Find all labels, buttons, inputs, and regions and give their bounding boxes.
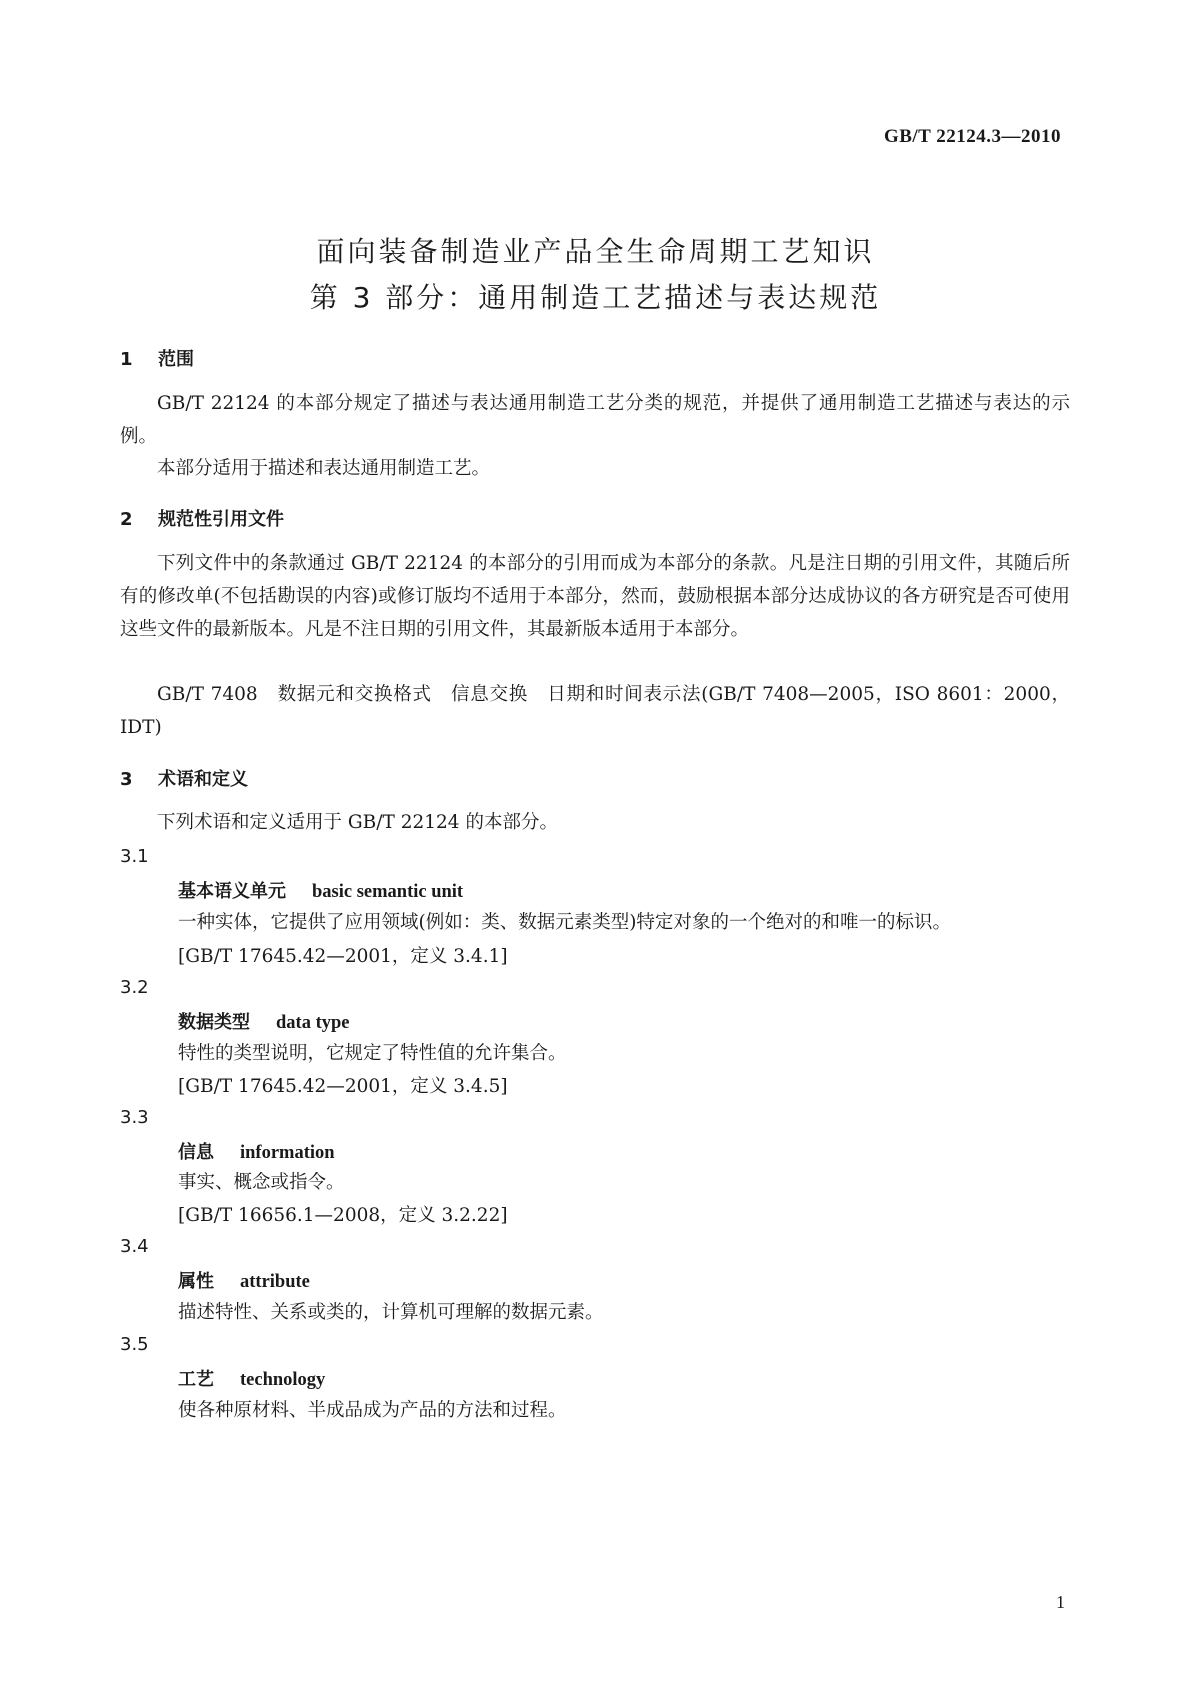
term-source: [GB/T 16656.1—2008，定义 3.2.22] xyxy=(178,1205,508,1226)
term-name-zh: 信息 xyxy=(178,1142,214,1163)
term-name-zh: 属性 xyxy=(178,1271,214,1292)
section-3-heading xyxy=(120,765,248,791)
section-3-number: 3 xyxy=(120,769,133,790)
term-definition: 特性的类型说明，它规定了特性值的允许集合。 xyxy=(178,1043,567,1064)
section-2-reference: GB/T 7408 数据元和交换格式 信息交换 日期和时间表示法(GB/T 7408—2005，ISO 8601：2000，IDT) xyxy=(120,684,1070,738)
section-2-paragraph-1: 下列文件中的条款通过 GB/T 22124 的本部分的引用而成为本部分的条款。凡是注日期的引用文件，其随后所有的修改单(不包括勘误的内容)或修订版均不适用于本部分，然而，鼓励根据本部分达成协议的各方研究是否可使用这些文件的最新版本。凡是不注日期的引用文件，其最新版本适用于本部分。 xyxy=(120,553,1070,640)
term-definition: 描述特性、关系或类的，计算机可理解的数据元素。 xyxy=(178,1302,604,1323)
section-1-heading xyxy=(120,345,194,371)
section-2-title: 规范性引用文件 xyxy=(158,509,284,530)
section-1-number: 1 xyxy=(120,349,133,370)
term-number: 3.4 xyxy=(120,1236,149,1257)
section-2-heading xyxy=(120,505,284,531)
term-number: 3.3 xyxy=(120,1107,149,1128)
standard-code: GB/T 22124.3—2010 xyxy=(883,126,1061,147)
term-name-zh: 工艺 xyxy=(178,1369,214,1390)
term-name-en: technology xyxy=(240,1370,326,1390)
section-3-title: 术语和定义 xyxy=(158,769,248,790)
section-1-paragraph-2: 本部分适用于描述和表达通用制造工艺。 xyxy=(157,458,491,479)
term-definition: 使各种原材料、半成品成为产品的方法和过程。 xyxy=(178,1400,567,1421)
document-title-line2: 第 3 部分：通用制造工艺描述与表达规范 xyxy=(309,281,882,314)
term-number: 3.2 xyxy=(120,977,149,998)
term-name-en: information xyxy=(240,1143,335,1163)
page-number: 1 xyxy=(1056,1592,1065,1612)
term-number: 3.5 xyxy=(120,1334,149,1355)
term-heading xyxy=(178,1365,325,1391)
section-2-number: 2 xyxy=(120,509,133,530)
section-1-title: 范围 xyxy=(158,349,194,370)
term-definition: 事实、概念或指令。 xyxy=(178,1172,345,1193)
document-title-line1: 面向装备制造业产品全生命周期工艺知识 xyxy=(316,235,875,268)
term-heading xyxy=(178,877,463,903)
term-name-zh: 基本语义单元 xyxy=(178,881,286,902)
term-name-zh: 数据类型 xyxy=(178,1012,250,1033)
term-heading xyxy=(178,1008,350,1034)
term-source: [GB/T 17645.42—2001，定义 3.4.1] xyxy=(178,946,508,967)
term-source: [GB/T 17645.42—2001，定义 3.4.5] xyxy=(178,1076,508,1097)
term-name-en: data type xyxy=(276,1013,350,1033)
term-definition: 一种实体，它提供了应用领域(例如：类、数据元素类型)特定对象的一个绝对的和唯一的标识。 xyxy=(178,912,951,933)
section-3-intro: 下列术语和定义适用于 GB/T 22124 的本部分。 xyxy=(157,812,558,833)
term-heading xyxy=(178,1138,335,1164)
term-name-en: attribute xyxy=(240,1272,310,1292)
term-name-en: basic semantic unit xyxy=(312,882,464,902)
section-1-paragraph-1: GB/T 22124 的本部分规定了描述与表达通用制造工艺分类的规范，并提供了通用制造工艺描述与表达的示例。 xyxy=(120,393,1070,447)
term-heading xyxy=(178,1267,310,1293)
term-number: 3.1 xyxy=(120,846,149,867)
